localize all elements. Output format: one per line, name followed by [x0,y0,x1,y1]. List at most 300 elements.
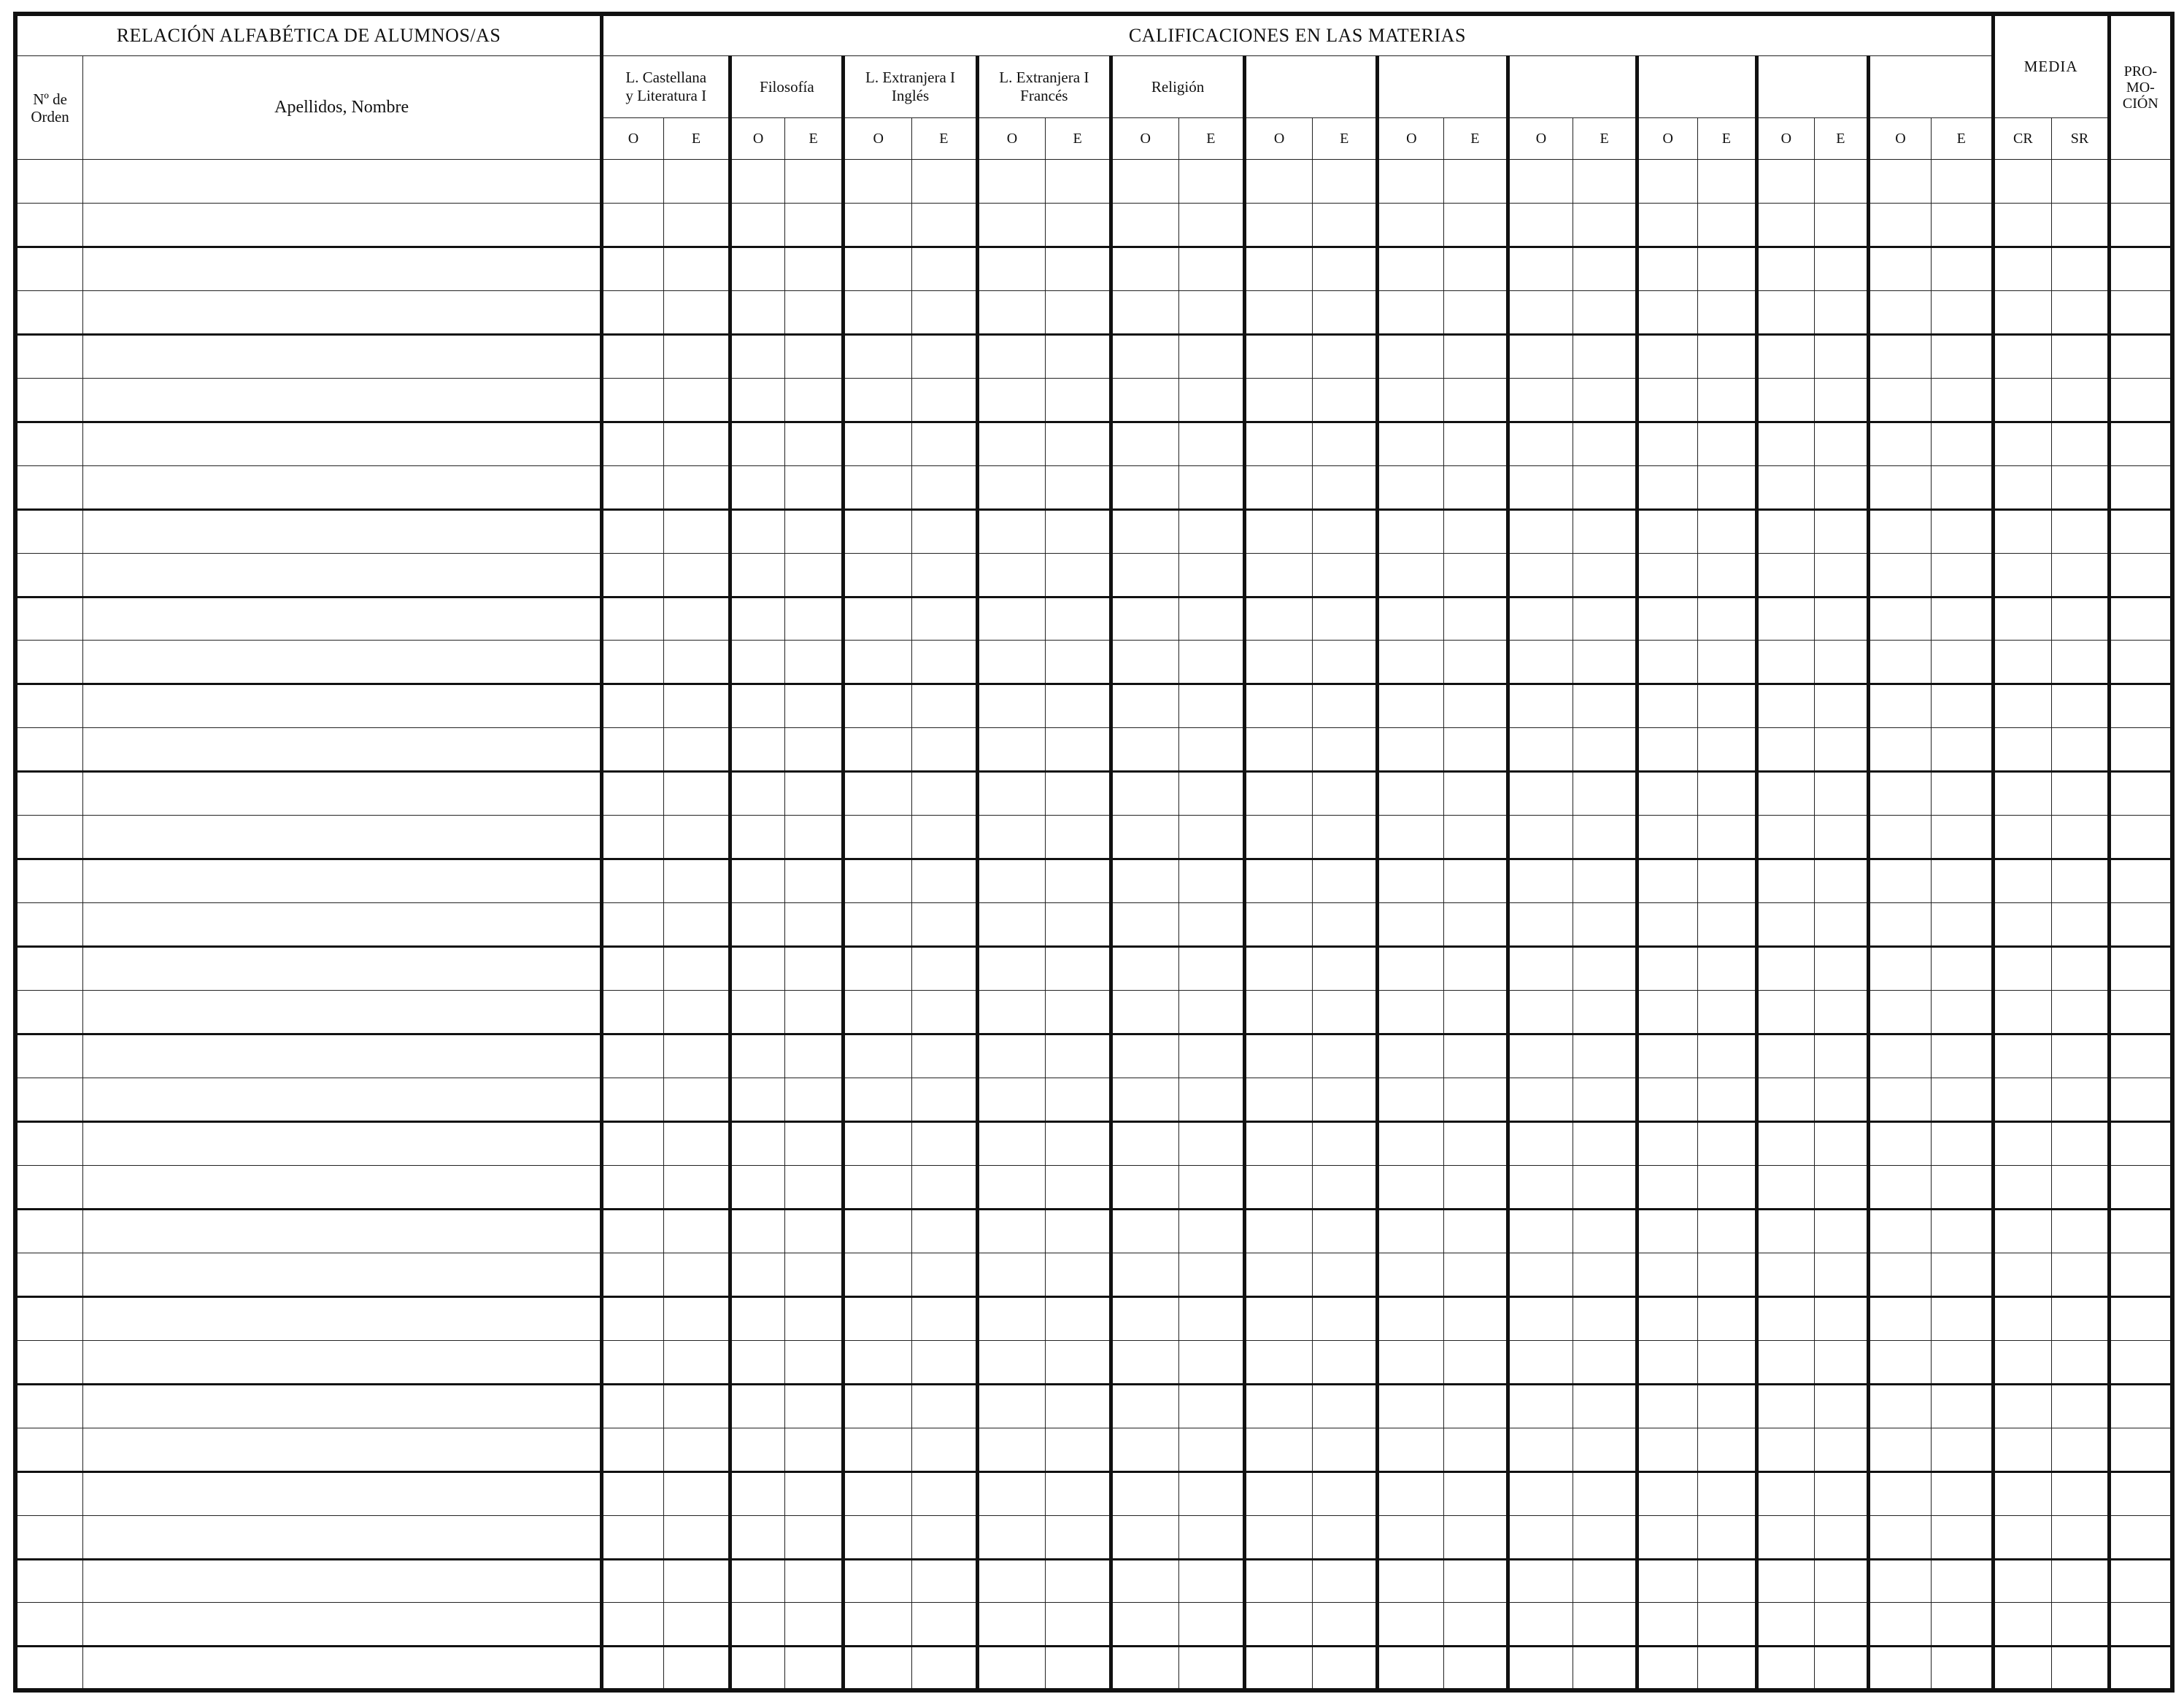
grade-cell[interactable] [977,991,1046,1034]
order-cell[interactable] [15,1559,83,1603]
grade-cell[interactable] [1869,684,1932,728]
promocion-cell[interactable] [2109,553,2172,597]
grade-cell[interactable] [1573,422,1637,465]
grade-cell[interactable] [1378,1253,1444,1296]
grade-cell[interactable] [602,772,664,816]
grade-cell[interactable] [1508,1559,1573,1603]
grade-cell[interactable] [1931,1471,1993,1515]
grade-cell[interactable] [663,1384,730,1428]
grade-cell[interactable] [663,859,730,903]
grade-cell[interactable] [1637,903,1697,947]
grade-cell[interactable] [1378,597,1444,641]
grade-cell[interactable] [1869,1078,1932,1122]
grade-cell[interactable] [1111,816,1178,859]
grade-cell[interactable] [663,1165,730,1209]
grade-cell[interactable] [912,334,978,378]
grade-cell[interactable] [602,597,664,641]
grade-cell[interactable] [1178,509,1245,553]
grade-cell[interactable] [977,1253,1046,1296]
grade-cell[interactable] [912,641,978,684]
promocion-cell[interactable] [2109,728,2172,772]
grade-cell[interactable] [1312,641,1378,684]
grade-cell[interactable] [602,1296,664,1340]
grade-cell[interactable] [602,1165,664,1209]
grade-cell[interactable] [1178,465,1245,509]
grade-cell[interactable] [1573,1647,1637,1690]
grade-cell[interactable] [784,903,844,947]
grade-cell[interactable] [977,334,1046,378]
grade-cell[interactable] [730,247,785,290]
grade-cell[interactable] [1508,597,1573,641]
grade-cell[interactable] [784,1647,844,1690]
grade-cell[interactable] [844,160,912,204]
order-cell[interactable] [15,1209,83,1253]
grade-cell[interactable] [730,203,785,247]
grade-cell[interactable] [602,641,664,684]
grade-cell[interactable] [1508,1340,1573,1384]
grade-cell[interactable] [1378,290,1444,334]
grade-cell[interactable] [1757,1559,1815,1603]
grade-cell[interactable] [1869,553,1932,597]
grade-cell[interactable] [1178,684,1245,728]
grade-cell[interactable] [1046,422,1111,465]
grade-cell[interactable] [1245,1559,1313,1603]
grade-cell[interactable] [1757,422,1815,465]
order-cell[interactable] [15,422,83,465]
grade-cell[interactable] [663,1121,730,1165]
media-cr-cell[interactable] [1993,1209,2052,1253]
grade-cell[interactable] [602,553,664,597]
grade-cell[interactable] [1245,378,1313,422]
grade-cell[interactable] [663,465,730,509]
grade-cell[interactable] [1378,772,1444,816]
grade-cell[interactable] [1757,334,1815,378]
grade-cell[interactable] [1178,1428,1245,1471]
grade-cell[interactable] [1245,1340,1313,1384]
grade-cell[interactable] [784,1209,844,1253]
grade-cell[interactable] [1869,1603,1932,1647]
grade-cell[interactable] [1312,947,1378,991]
grade-cell[interactable] [1573,553,1637,597]
grade-cell[interactable] [1378,553,1444,597]
grade-cell[interactable] [1508,991,1573,1034]
order-cell[interactable] [15,290,83,334]
media-sr-cell[interactable] [2052,378,2110,422]
grade-cell[interactable] [1637,1034,1697,1078]
grade-cell[interactable] [844,1165,912,1209]
grade-cell[interactable] [602,1209,664,1253]
grade-cell[interactable] [1573,1253,1637,1296]
grade-cell[interactable] [1637,1340,1697,1384]
grade-cell[interactable] [844,859,912,903]
grade-cell[interactable] [1697,641,1757,684]
grade-cell[interactable] [1757,728,1815,772]
grade-cell[interactable] [1378,1034,1444,1078]
promocion-cell[interactable] [2109,1296,2172,1340]
grade-cell[interactable] [1178,1559,1245,1603]
grade-cell[interactable] [1869,290,1932,334]
grade-cell[interactable] [1378,334,1444,378]
grade-cell[interactable] [1931,1296,1993,1340]
grade-cell[interactable] [1637,203,1697,247]
grade-cell[interactable] [602,1471,664,1515]
grade-cell[interactable] [1378,641,1444,684]
grade-cell[interactable] [1757,1034,1815,1078]
promocion-cell[interactable] [2109,947,2172,991]
media-sr-cell[interactable] [2052,1121,2110,1165]
grade-cell[interactable] [1111,684,1178,728]
grade-cell[interactable] [1869,728,1932,772]
grade-cell[interactable] [912,1121,978,1165]
name-cell[interactable] [83,247,602,290]
grade-cell[interactable] [663,1471,730,1515]
grade-cell[interactable] [1178,1384,1245,1428]
grade-cell[interactable] [730,816,785,859]
grade-cell[interactable] [912,1384,978,1428]
order-cell[interactable] [15,1647,83,1690]
order-cell[interactable] [15,1121,83,1165]
grade-cell[interactable] [1697,1121,1757,1165]
grade-cell[interactable] [1046,1078,1111,1122]
grade-cell[interactable] [1046,1384,1111,1428]
grade-cell[interactable] [1245,947,1313,991]
grade-cell[interactable] [1111,1121,1178,1165]
grade-cell[interactable] [1312,728,1378,772]
grade-cell[interactable] [1378,465,1444,509]
grade-cell[interactable] [1869,641,1932,684]
grade-cell[interactable] [730,1559,785,1603]
grade-cell[interactable] [844,1603,912,1647]
order-cell[interactable] [15,1603,83,1647]
grade-cell[interactable] [912,859,978,903]
grade-cell[interactable] [977,1647,1046,1690]
grade-cell[interactable] [1046,290,1111,334]
media-cr-cell[interactable] [1993,1647,2052,1690]
grade-cell[interactable] [1869,1296,1932,1340]
grade-cell[interactable] [977,728,1046,772]
grade-cell[interactable] [1178,422,1245,465]
grade-cell[interactable] [1508,1428,1573,1471]
grade-cell[interactable] [1312,1296,1378,1340]
grade-cell[interactable] [1111,203,1178,247]
grade-cell[interactable] [1814,247,1869,290]
order-cell[interactable] [15,947,83,991]
grade-cell[interactable] [844,465,912,509]
grade-cell[interactable] [1573,991,1637,1034]
promocion-cell[interactable] [2109,1428,2172,1471]
grade-cell[interactable] [1931,1384,1993,1428]
grade-cell[interactable] [912,772,978,816]
grade-cell[interactable] [912,509,978,553]
grade-cell[interactable] [1312,422,1378,465]
grade-cell[interactable] [1869,422,1932,465]
grade-cell[interactable] [602,859,664,903]
grade-cell[interactable] [1697,553,1757,597]
grade-cell[interactable] [1573,772,1637,816]
grade-cell[interactable] [1869,465,1932,509]
grade-cell[interactable] [1697,1034,1757,1078]
grade-cell[interactable] [1697,947,1757,991]
grade-cell[interactable] [1814,378,1869,422]
grade-cell[interactable] [730,1034,785,1078]
grade-cell[interactable] [1378,203,1444,247]
grade-cell[interactable] [1111,247,1178,290]
grade-cell[interactable] [784,378,844,422]
grade-cell[interactable] [1444,160,1508,204]
order-cell[interactable] [15,1078,83,1122]
grade-cell[interactable] [1931,597,1993,641]
grade-cell[interactable] [1046,1471,1111,1515]
grade-cell[interactable] [1814,772,1869,816]
grade-cell[interactable] [977,290,1046,334]
grade-cell[interactable] [1757,290,1815,334]
grade-cell[interactable] [1757,509,1815,553]
promocion-cell[interactable] [2109,597,2172,641]
grade-cell[interactable] [602,1603,664,1647]
grade-cell[interactable] [1111,1209,1178,1253]
grade-cell[interactable] [1697,903,1757,947]
grade-cell[interactable] [1637,816,1697,859]
grade-cell[interactable] [1697,1559,1757,1603]
media-cr-cell[interactable] [1993,816,2052,859]
grade-cell[interactable] [1573,1034,1637,1078]
grade-cell[interactable] [730,947,785,991]
grade-cell[interactable] [602,290,664,334]
grade-cell[interactable] [602,1428,664,1471]
grade-cell[interactable] [1178,334,1245,378]
grade-cell[interactable] [1869,334,1932,378]
grade-cell[interactable] [844,947,912,991]
grade-cell[interactable] [1814,1296,1869,1340]
grade-cell[interactable] [1508,1647,1573,1690]
grade-cell[interactable] [1637,1515,1697,1559]
grade-cell[interactable] [1573,247,1637,290]
grade-cell[interactable] [1637,947,1697,991]
grade-cell[interactable] [1312,684,1378,728]
grade-cell[interactable] [1046,1121,1111,1165]
grade-cell[interactable] [1637,641,1697,684]
grade-cell[interactable] [730,160,785,204]
grade-cell[interactable] [1378,1603,1444,1647]
grade-cell[interactable] [977,1296,1046,1340]
grade-cell[interactable] [1245,1078,1313,1122]
grade-cell[interactable] [912,1165,978,1209]
grade-cell[interactable] [1508,422,1573,465]
grade-cell[interactable] [1931,859,1993,903]
grade-cell[interactable] [1757,553,1815,597]
grade-cell[interactable] [1814,1603,1869,1647]
grade-cell[interactable] [1814,1515,1869,1559]
grade-cell[interactable] [1637,1428,1697,1471]
media-cr-cell[interactable] [1993,247,2052,290]
grade-cell[interactable] [1637,597,1697,641]
grade-cell[interactable] [1046,728,1111,772]
grade-cell[interactable] [977,247,1046,290]
grade-cell[interactable] [602,1121,664,1165]
grade-cell[interactable] [1757,1515,1815,1559]
grade-cell[interactable] [730,684,785,728]
name-cell[interactable] [83,1165,602,1209]
grade-cell[interactable] [1111,1603,1178,1647]
grade-cell[interactable] [1111,1078,1178,1122]
promocion-cell[interactable] [2109,1384,2172,1428]
grade-cell[interactable] [1046,465,1111,509]
grade-cell[interactable] [1637,684,1697,728]
media-sr-cell[interactable] [2052,859,2110,903]
grade-cell[interactable] [1869,1428,1932,1471]
grade-cell[interactable] [1178,728,1245,772]
grade-cell[interactable] [1378,947,1444,991]
grade-cell[interactable] [912,1078,978,1122]
grade-cell[interactable] [1508,378,1573,422]
grade-cell[interactable] [1757,1078,1815,1122]
grade-cell[interactable] [912,1296,978,1340]
grade-cell[interactable] [730,509,785,553]
grade-cell[interactable] [1245,859,1313,903]
grade-cell[interactable] [1573,903,1637,947]
grade-cell[interactable] [663,1515,730,1559]
grade-cell[interactable] [602,1253,664,1296]
grade-cell[interactable] [1245,1253,1313,1296]
grade-cell[interactable] [1931,903,1993,947]
grade-cell[interactable] [1697,1209,1757,1253]
grade-cell[interactable] [977,1515,1046,1559]
grade-cell[interactable] [1178,160,1245,204]
grade-cell[interactable] [784,641,844,684]
order-cell[interactable] [15,684,83,728]
grade-cell[interactable] [1312,203,1378,247]
grade-cell[interactable] [844,1121,912,1165]
grade-cell[interactable] [784,509,844,553]
grade-cell[interactable] [1312,991,1378,1034]
grade-cell[interactable] [1573,1209,1637,1253]
order-cell[interactable] [15,203,83,247]
promocion-cell[interactable] [2109,1209,2172,1253]
grade-cell[interactable] [1757,947,1815,991]
grade-cell[interactable] [844,1078,912,1122]
grade-cell[interactable] [1931,728,1993,772]
grade-cell[interactable] [1931,991,1993,1034]
grade-cell[interactable] [844,247,912,290]
grade-cell[interactable] [730,1471,785,1515]
grade-cell[interactable] [1508,1165,1573,1209]
promocion-cell[interactable] [2109,1515,2172,1559]
media-cr-cell[interactable] [1993,1296,2052,1340]
grade-cell[interactable] [1757,859,1815,903]
name-cell[interactable] [83,947,602,991]
grade-cell[interactable] [663,509,730,553]
grade-cell[interactable] [784,1121,844,1165]
grade-cell[interactable] [784,160,844,204]
grade-cell[interactable] [663,728,730,772]
grade-cell[interactable] [1931,816,1993,859]
grade-cell[interactable] [784,1340,844,1384]
grade-cell[interactable] [1245,816,1313,859]
grade-cell[interactable] [1378,378,1444,422]
grade-cell[interactable] [1111,1034,1178,1078]
grade-cell[interactable] [1757,641,1815,684]
grade-cell[interactable] [1245,1647,1313,1690]
grade-cell[interactable] [730,991,785,1034]
grade-cell[interactable] [1931,1647,1993,1690]
grade-cell[interactable] [977,509,1046,553]
grade-cell[interactable] [1869,991,1932,1034]
grade-cell[interactable] [784,947,844,991]
grade-cell[interactable] [1245,728,1313,772]
promocion-cell[interactable] [2109,1078,2172,1122]
name-cell[interactable] [83,465,602,509]
grade-cell[interactable] [1573,160,1637,204]
grade-cell[interactable] [1508,1471,1573,1515]
grade-cell[interactable] [1444,1428,1508,1471]
grade-cell[interactable] [977,465,1046,509]
grade-cell[interactable] [1814,509,1869,553]
grade-cell[interactable] [1444,1121,1508,1165]
grade-cell[interactable] [1312,334,1378,378]
grade-cell[interactable] [1312,160,1378,204]
grade-cell[interactable] [1637,1471,1697,1515]
grade-cell[interactable] [1312,1253,1378,1296]
grade-cell[interactable] [602,903,664,947]
promocion-cell[interactable] [2109,1603,2172,1647]
grade-cell[interactable] [977,684,1046,728]
grade-cell[interactable] [1869,1340,1932,1384]
grade-cell[interactable] [912,816,978,859]
name-cell[interactable] [83,1121,602,1165]
name-cell[interactable] [83,378,602,422]
order-cell[interactable] [15,1034,83,1078]
promocion-cell[interactable] [2109,334,2172,378]
grade-cell[interactable] [1869,378,1932,422]
grade-cell[interactable] [784,859,844,903]
grade-cell[interactable] [663,290,730,334]
grade-cell[interactable] [1757,772,1815,816]
grade-cell[interactable] [1444,1603,1508,1647]
grade-cell[interactable] [1573,684,1637,728]
promocion-cell[interactable] [2109,1034,2172,1078]
grade-cell[interactable] [1312,1209,1378,1253]
grade-cell[interactable] [1814,1165,1869,1209]
grade-cell[interactable] [663,947,730,991]
grade-cell[interactable] [1312,1603,1378,1647]
grade-cell[interactable] [730,1078,785,1122]
grade-cell[interactable] [1378,859,1444,903]
grade-cell[interactable] [1869,509,1932,553]
grade-cell[interactable] [1637,772,1697,816]
promocion-cell[interactable] [2109,991,2172,1034]
grade-cell[interactable] [912,597,978,641]
grade-cell[interactable] [1444,859,1508,903]
grade-cell[interactable] [1697,465,1757,509]
grade-cell[interactable] [1697,816,1757,859]
grade-cell[interactable] [784,1559,844,1603]
grade-cell[interactable] [844,684,912,728]
grade-cell[interactable] [1178,1515,1245,1559]
grade-cell[interactable] [1814,728,1869,772]
grade-cell[interactable] [1444,290,1508,334]
grade-cell[interactable] [1111,1515,1178,1559]
order-cell[interactable] [15,1253,83,1296]
grade-cell[interactable] [1637,1253,1697,1296]
promocion-cell[interactable] [2109,465,2172,509]
grade-cell[interactable] [602,1034,664,1078]
grade-cell[interactable] [1573,728,1637,772]
grade-cell[interactable] [1508,1253,1573,1296]
grade-cell[interactable] [1931,1078,1993,1122]
order-cell[interactable] [15,903,83,947]
grade-cell[interactable] [1757,684,1815,728]
grade-cell[interactable] [977,1034,1046,1078]
